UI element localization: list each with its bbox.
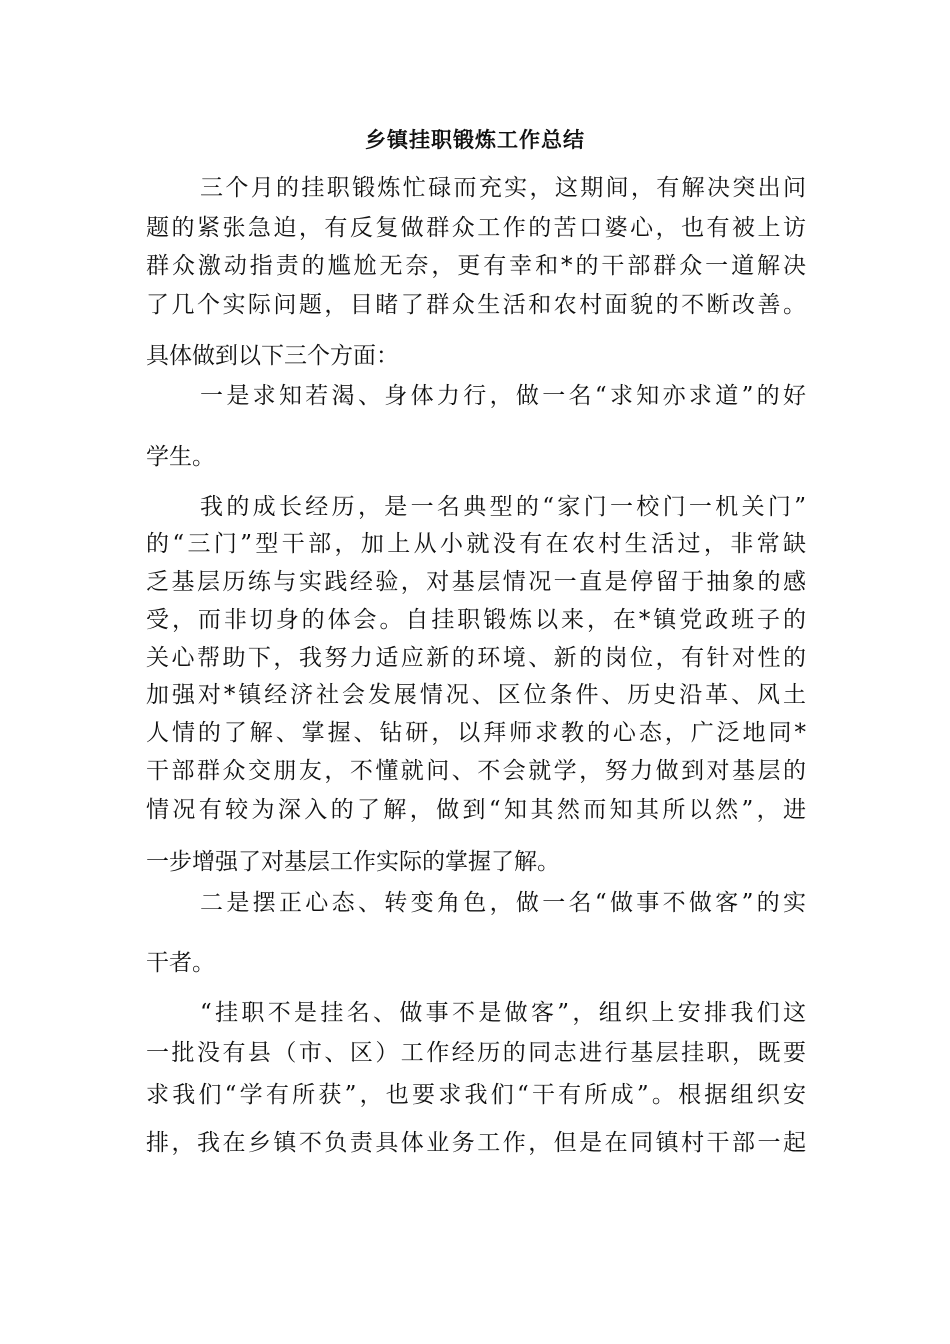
paragraph-line: 一步增强了对基层工作实际的掌握了解。	[146, 849, 560, 875]
paragraph-line: 受，而非切身的体会。自挂职锻炼以来，在*镇党政班子的	[146, 607, 806, 633]
paragraph-line: 具体做到以下三个方面：	[146, 343, 399, 369]
section-heading-line: 干者。	[146, 950, 215, 976]
paragraph-line: 情况有较为深入的了解，做到“知其然而知其所以然”，进	[146, 797, 806, 823]
page-title: 乡镇挂职锻炼工作总结	[365, 128, 585, 152]
paragraph-line: 求我们“学有所获”，也要求我们“干有所成”。根据组织安	[146, 1082, 806, 1108]
paragraph-line: 三个月的挂职锻炼忙碌而充实，这期间，有解决突出问	[200, 175, 806, 201]
paragraph-line: 群众激动指责的尴尬无奈，更有幸和*的干部群众一道解决	[146, 253, 806, 279]
paragraph-line: 我的成长经历，是一名典型的“家门一校门一机关门”	[200, 494, 806, 520]
paragraph-line: 一批没有县（市、区）工作经历的同志进行基层挂职，既要	[146, 1040, 806, 1066]
section-heading-line: 学生。	[146, 444, 215, 470]
paragraph-line: 排，我在乡镇不负责具体业务工作，但是在同镇村干部一起	[146, 1130, 806, 1156]
section-heading-line: 一是求知若渴、身体力行，做一名“求知亦求道”的好	[200, 383, 806, 409]
paragraph-line: 乏基层历练与实践经验，对基层情况一直是停留于抽象的感	[146, 569, 806, 595]
paragraph-line: 关心帮助下，我努力适应新的环境、新的岗位，有针对性的	[146, 645, 806, 671]
section-heading-line: 二是摆正心态、转变角色，做一名“做事不做客”的实	[200, 890, 806, 916]
paragraph-line: 人情的了解、掌握、钻研，以拜师求教的心态，广泛地同*	[146, 720, 806, 746]
paragraph-line: 干部群众交朋友，不懂就问、不会就学，努力做到对基层的	[146, 758, 806, 784]
paragraph-line: 题的紧张急迫，有反复做群众工作的苦口婆心，也有被上访	[146, 215, 806, 241]
paragraph-line: 的“三门”型干部，加上从小就没有在农村生活过，非常缺	[146, 531, 806, 557]
paragraph-line: 了几个实际问题，目睹了群众生活和农村面貌的不断改善。	[146, 292, 806, 318]
paragraph-line: “挂职不是挂名、做事不是做客”，组织上安排我们这	[200, 1000, 806, 1026]
paragraph-line: 加强对*镇经济社会发展情况、区位条件、历史沿革、风土	[146, 682, 806, 708]
